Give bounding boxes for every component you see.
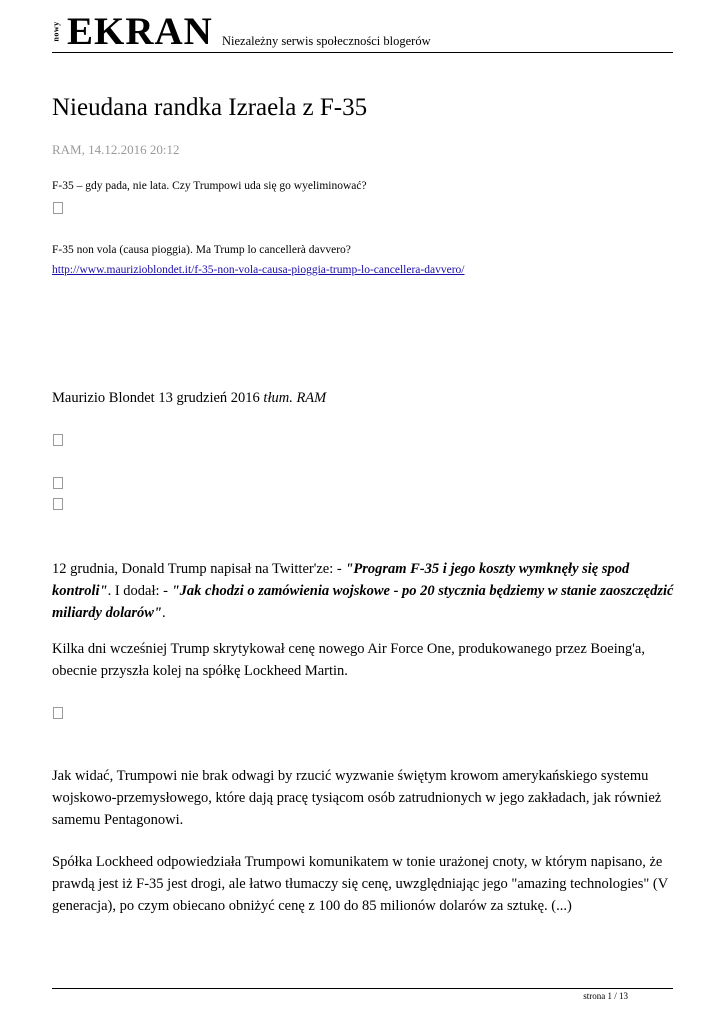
lead-polish: F-35 – gdy pada, nie lata. Czy Trumpowi uda się go wyeliminować?	[52, 180, 367, 192]
article-byline: RAM, 14.12.2016 20:12	[52, 142, 180, 157]
p1-quote-2: "Jak chodzi o zamówienia wojskowe - po 20 stycznia będziemy w stanie zaoszczędzić miliardy dolarów"	[52, 583, 674, 621]
p1-text-c: .	[161, 605, 166, 621]
article-credit	[52, 390, 326, 407]
paragraph-1	[52, 558, 674, 624]
logo-small-label: nowy	[51, 21, 61, 42]
logo-small-text	[52, 19, 66, 47]
credit-translator: tłum. RAM	[263, 390, 327, 406]
lead-italian: F-35 non vola (causa pioggia). Ma Trump lo cancellerà davvero?	[52, 244, 351, 256]
missing-image-icon	[53, 202, 63, 214]
source-link[interactable]: http://www.maurizioblondet.it/f-35-non-vola-causa-pioggia-trump-lo-cancellera-davvero/	[52, 264, 465, 276]
missing-image-icon	[53, 498, 63, 510]
site-header	[51, 10, 673, 53]
credit-author: Maurizio Blondet 13 grudzień 2016	[52, 390, 260, 406]
site-tagline: Niezależny serwis społeczności blogerów	[222, 34, 431, 48]
paragraph-4: Spółka Lockheed odpowiedziała Trumpowi komunikatem w tonie urażonej cnoty, w którym napisano, że prawdą jest iż F-35 jest drogi, ale łatwo tłumaczy się cenę, uwzględniając jego "amazing technologies" (V generacja), po czym obiecano obniżyć cenę z 100 do 85 milionów dolarów za sztukę. (...)	[52, 854, 668, 914]
paragraph-3: Jak widać, Trumpowi nie brak odwagi by rzucić wyzwanie świętym krowom amerykańskiego systemu wojskowo-przemysłowego, które dają pracę tysiącom osób zatrudnionych w jego zakładach, jak również samemu Pentagonowi.	[52, 768, 662, 828]
p1-quote-1: "Program F-35 i jego koszty wymknęły się spod kontroli"	[52, 561, 630, 599]
missing-image-icon	[53, 434, 63, 446]
article-title: Nieudana randka Izraela z F-35	[52, 94, 368, 121]
footer-divider	[52, 988, 673, 989]
missing-image-icon	[53, 707, 63, 719]
missing-image-icon	[53, 477, 63, 489]
p1-text-b: . I dodał: -	[107, 583, 172, 599]
paragraph-2: Kilka dni wcześniej Trump skrytykował cenę nowego Air Force One, produkowanego przez Boeing'a, obecnie przyszła kolej na spółkę Lockheed Martin.	[52, 641, 645, 679]
site-logo[interactable]	[51, 10, 213, 53]
page-number: strona 1 / 13	[583, 991, 628, 1001]
logo-main-text: EKRAN	[67, 10, 213, 53]
p1-text-a: 12 grudnia, Donald Trump napisał na Twitter'ze: -	[52, 561, 346, 577]
